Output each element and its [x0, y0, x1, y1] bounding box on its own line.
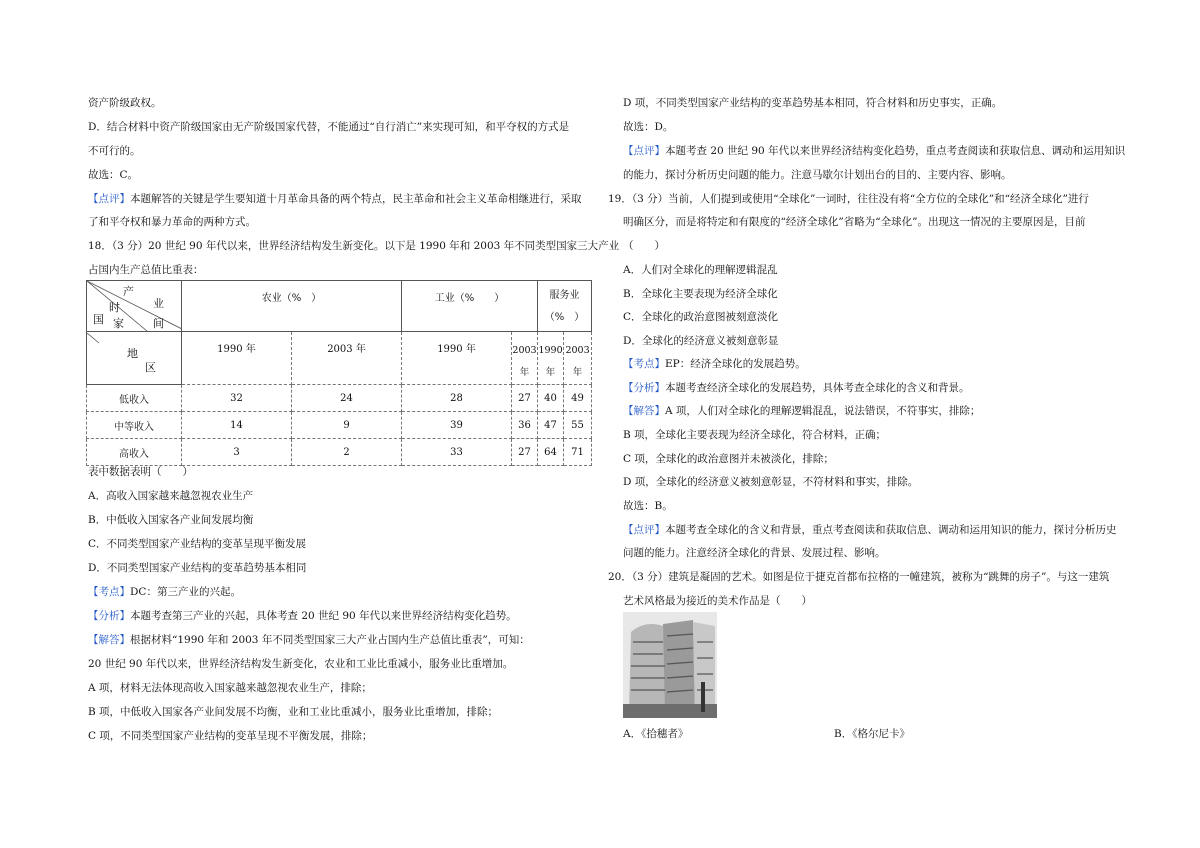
- diag-char: 间: [153, 317, 164, 330]
- text-line: 20 世纪 90 年代以来，世界经济结构发生新变化，农业和工业比重减小，服务业比重增加。: [88, 658, 514, 670]
- option-c: C．不同类型国家产业结构的变革呈现平衡发展: [88, 538, 307, 550]
- option-b: B．中低收入国家各产业间发展均衡: [88, 514, 254, 526]
- text-line: C 项，不同类型国家产业结构的变革呈现不平衡发展，排除；: [88, 730, 373, 742]
- table-cell: 28: [402, 385, 512, 412]
- comment-line: [88, 193, 582, 206]
- option-a: A．高收入国家越来越忽视农业生产: [88, 490, 254, 502]
- diag-char: 家: [113, 317, 124, 330]
- header-agriculture: 农业（% ）: [182, 281, 402, 332]
- fenxi-tag: 【分析】: [88, 610, 130, 622]
- kaodian-text: DC：第三产业的兴起。: [130, 586, 241, 598]
- jieda-line: [88, 634, 530, 647]
- comment-tag: 【点评】: [88, 193, 130, 205]
- jieda-text: A 项，人们对全球化的理解逻辑混乱，说法错误，不符事实，排除；: [665, 405, 981, 417]
- header-year-num: 2003: [512, 345, 537, 356]
- text-line: 故选：B。: [623, 500, 673, 512]
- header-year-unit: 年: [545, 367, 556, 378]
- jieda-text: 根据材料“1990 年和 2003 年不同类型国家三大产业占国内生产总值比重表”，可知：: [130, 634, 530, 646]
- table-cell: 71: [564, 439, 592, 466]
- kaodian-tag: 【考点】: [623, 358, 665, 370]
- table-cell: 39: [402, 412, 512, 439]
- question-19-stem-cont: 明确区分，而是将特定和有限度的“经济全球化”省略为“全球化”。出现这一情况的主要原因是，目前: [623, 216, 1086, 228]
- header-year-unit: 年: [572, 367, 583, 378]
- table-cell: 14: [182, 412, 292, 439]
- question-20-stem-cont: 艺术风格最为接近的美术作品是（ ）: [623, 595, 812, 607]
- text-line: B 项，全球化主要表现为经济全球化，符合材料，正确；: [623, 429, 887, 441]
- diagonal-header-cell: [87, 281, 182, 332]
- text-line: D 项，不同类型国家产业结构的变革趋势基本相同，符合材料和历史事实，正确。: [623, 97, 1003, 109]
- question-19-stem: 19．（3 分）当前，人们提到或使用“全球化”一词时，往往没有将“全方位的全球化”和“经济全球化”进行: [608, 193, 1089, 205]
- text-line: B 项，中低收入国家各产业间发展不均衡，业和工业比重减小，服务业比重增加，排除；: [88, 706, 499, 718]
- table-cell: 64: [538, 439, 564, 466]
- option-d: D．不同类型国家产业结构的变革趋势基本相同: [88, 562, 307, 574]
- kaodian-line: [623, 358, 806, 371]
- row-label: 高收入: [87, 439, 182, 466]
- option-c: C．全球化的政治意图被刻意淡化: [623, 311, 779, 323]
- question-18-stem: 18．（3 分）20 世纪 90 年代以来，世界经济结构发生新变化。以下是 1990 年和 2003 年不同类型国家三大产业: [88, 240, 620, 252]
- diagonal-header-cell-lower: [87, 332, 182, 385]
- industry-share-table: [86, 280, 592, 466]
- option-a: A．《拾穗者》: [623, 728, 689, 740]
- text-line: 问题的能力。注意经济全球化的背景、发展过程、影响。: [623, 547, 886, 559]
- diag-char: 时: [109, 301, 120, 314]
- jieda-line: [623, 405, 980, 418]
- table-row: [87, 412, 592, 439]
- kaodian-tag: 【考点】: [88, 586, 130, 598]
- text-line: A 项，材料无法体现高收入国家越来越忽视农业生产，排除；: [88, 682, 372, 694]
- row-label: 中等收入: [87, 412, 182, 439]
- header-industry: 工业（% ）: [402, 281, 538, 332]
- fenxi-line: [88, 610, 517, 623]
- text-line: D．结合材料中资产阶级国家由无产阶级国家代替，不能通过“自行消亡”来实现可知，和平夺权的方式是: [88, 121, 570, 133]
- header-year-num: 1990: [538, 345, 563, 356]
- text-line: 不可行的。: [88, 145, 141, 157]
- comment-text: 本题考查 20 世纪 90 年代以来世界经济结构变化趋势，重点考查阅读和获取信息、调动和运用知识: [665, 145, 1126, 157]
- table-cell: 27: [512, 385, 538, 412]
- table-cell: 47: [538, 412, 564, 439]
- table-row: [87, 439, 592, 466]
- table-cell: 40: [538, 385, 564, 412]
- comment-tag: 【点评】: [623, 524, 665, 536]
- header-year: 2003 年: [292, 332, 402, 385]
- comment-line: [623, 145, 1125, 158]
- comment-text: 本题考查全球化的含义和背景，重点考查阅读和获取信息、调动和运用知识的能力，探讨分析历史: [665, 524, 1117, 536]
- option-d: D．全球化的经济意义被刻意彰显: [623, 335, 779, 347]
- fenxi-text: 本题考查第三产业的兴起，具体考查 20 世纪 90 年代以来世界经济结构变化趋势。: [130, 610, 517, 622]
- option-b: B．《格尔尼卡》: [834, 728, 910, 740]
- text-line: 故选：C。: [88, 169, 139, 181]
- table-cell: 3: [182, 439, 292, 466]
- header-year: [564, 332, 592, 385]
- comment-line: [623, 524, 1117, 537]
- table-cell: 32: [182, 385, 292, 412]
- jieda-tag: 【解答】: [623, 405, 665, 417]
- text-line: 故选：D。: [623, 121, 674, 133]
- question-19-paren: （ ）: [623, 240, 665, 252]
- row-label: 低收入: [87, 385, 182, 412]
- option-a: A．人们对全球化的理解逻辑混乱: [623, 264, 778, 276]
- text-line: 表中数据表明（ ）: [88, 466, 193, 478]
- header-service-unit: （% ）: [544, 312, 585, 323]
- table-cell: 49: [564, 385, 592, 412]
- fenxi-line: [623, 382, 970, 395]
- table-cell: 27: [512, 439, 538, 466]
- diag-char: 区: [145, 361, 156, 374]
- kaodian-line: [88, 586, 241, 599]
- header-year-num: 2003: [565, 345, 590, 356]
- dancing-house-photo: [623, 612, 717, 718]
- comment-text: 本题解答的关键是学生要知道十月革命具备的两个特点，民主革命和社会主义革命相继进行，采取: [130, 193, 582, 205]
- question-20-stem: 20．（3 分）建筑是凝固的艺术。如图是位于捷克首都布拉格的一幢建筑，被称为“跳舞的房子”。与这一建筑: [608, 571, 1110, 583]
- diag-char: 地: [127, 347, 138, 360]
- table-cell: 36: [512, 412, 538, 439]
- jieda-tag: 【解答】: [88, 634, 130, 646]
- table-cell: 24: [292, 385, 402, 412]
- header-year: [538, 332, 564, 385]
- text-line: 的能力，探讨分析历史问题的能力。注意马歇尔计划出台的目的、主要内容、影响。: [623, 169, 1012, 181]
- text-line: 资产阶级政权。: [88, 97, 162, 109]
- header-year: [512, 332, 538, 385]
- diag-char: 业: [153, 297, 164, 310]
- option-b: B．全球化主要表现为经济全球化: [623, 288, 778, 300]
- text-line: C 项，全球化的政治意图并未被淡化，排除；: [623, 453, 834, 465]
- text-line: 了和平夺权和暴力革命的两种方式。: [88, 216, 256, 228]
- header-service: [538, 281, 592, 332]
- table-cell: 33: [402, 439, 512, 466]
- header-service-title: 服务业: [549, 290, 580, 301]
- kaodian-text: EP：经济全球化的发展趋势。: [665, 358, 806, 370]
- comment-tag: 【点评】: [623, 145, 665, 157]
- fenxi-tag: 【分析】: [623, 382, 665, 394]
- diag-char: 产: [123, 285, 134, 298]
- table-row: [87, 385, 592, 412]
- header-year-unit: 年: [519, 367, 530, 378]
- diag-char: 国: [93, 313, 104, 326]
- header-year: 1990 年: [402, 332, 512, 385]
- question-18-stem-cont: 占国内生产总值比重表：: [88, 264, 204, 276]
- table-cell: 2: [292, 439, 402, 466]
- fenxi-text: 本题考查经济全球化的发展趋势，具体考查全球化的含义和背景。: [665, 382, 970, 394]
- text-line: D 项，全球化的经济意义被刻意彰显，不符材料和事实，排除。: [623, 476, 919, 488]
- table-cell: 55: [564, 412, 592, 439]
- table-cell: 9: [292, 412, 402, 439]
- header-year: 1990 年: [182, 332, 292, 385]
